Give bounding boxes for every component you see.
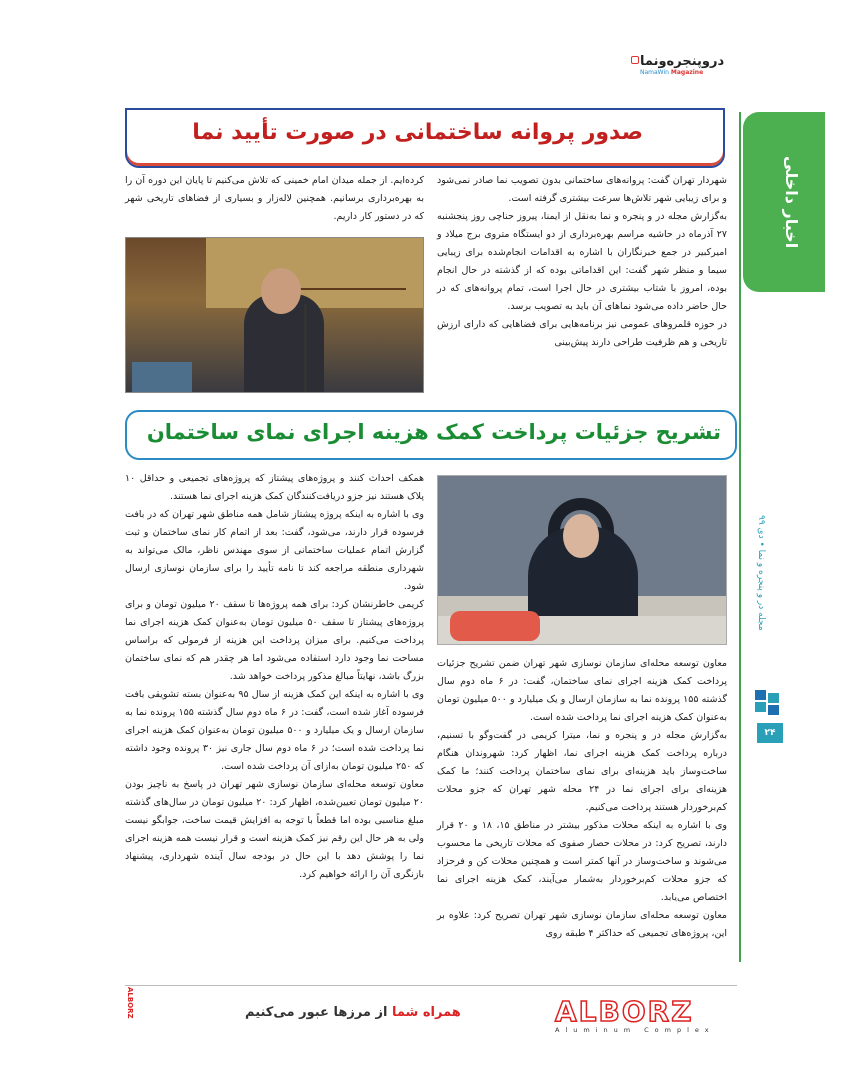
paragraph: معاون توسعه محله‌ای سازمان نوسازی شهر تهران در پاسخ به ناچیز بودن ۲۰ میلیون تومان تعیین‌شده، اظهار کرد: ۲۰ میلیون تومان در سال‌های گذشته مبلغ مناسبی بوده اما قطعاً با توجه به افزایش قیمت ساخت، جوابگو نیست ولی به هر حال این رقم نیز کمک هزینه است و قرار نیست همه هزینه اجرای نما را پوشش دهد با این حال در بودجه سال آینده شهرداری، پیشنهاد بازنگری آن را ارائه خواهیم کرد. <box>125 779 424 880</box>
brand-subtitle: NamaWin Magazine <box>640 69 704 76</box>
footer-divider <box>125 985 737 986</box>
divider <box>739 112 741 962</box>
alborz-logo <box>555 995 733 1035</box>
official-woman-photo <box>437 475 727 645</box>
mayor-speaking-photo <box>125 237 424 393</box>
footer-side-label: ALBORZ <box>126 987 134 1019</box>
logo-icon <box>631 56 639 64</box>
article2-column-right <box>437 655 727 943</box>
paragraph: در حوزه قلمروهای عمومی نیز برنامه‌هایی برای فضاهایی که دارای ارزش تاریخی و هم ظرفیت طراحی دارند پیش‌بینی <box>437 319 727 348</box>
paragraph: معاون توسعه محله‌ای سازمان نوسازی شهر تهران تصریح کرد: علاوه بر این، پروژه‌های تجمیعی که حداکثر ۴ طبقه روی <box>437 910 727 939</box>
alborz-wordmark: ALBORZ <box>555 995 694 1028</box>
paragraph: به‌گزارش مجله در و پنجره و نما به‌نقل از ایمنا، پیروز حناچی روز پنجشنبه ۲۷ آذرماه در حاشیه مراسم بهره‌برداری از دو ایستگاه متروی برج میلاد و امیرکبیر در جمع خبرنگاران با اشاره به اقدامات انجام‌شده برای زیبایی سیما و منظر شهر گفت: این اقداماتی بوده که از گذشته در حال انجام بوده، امروز با شتاب بیشتری در حال اجرا است، تمام پروانه‌های که در حال حاضر داده می‌شود نماهای آن باید به تصویب برسد. <box>437 211 727 312</box>
alborz-subtitle: Aluminum Complex <box>555 1026 715 1034</box>
paragraph: وی با اشاره به اینکه محلات مذکور بیشتر در مناطق ۱۵، ۱۸ و ۲۰ قرار دارند، تصریح کرد: در محلات حصار صفوی که محلات تاریخی ما محسوب می‌شوند و ساخت‌وساز در آنها کمتر است و همچنین محلات کن و فرحزاد که جزو محلات کم‌برخوردار به‌شمار می‌آیند، کمک هزینه اجرای نما اختصاص می‌یابد. <box>437 820 727 903</box>
paragraph: همکف احداث کنند و پروژه‌های پیشتاز که پروژه‌های تجمیعی و حداقل ۱۰ پلاک هستند نیز جزو دریافت‌کنندگان کمک هزینه اجرای نما هستند. <box>125 473 424 502</box>
window-logo-icon <box>755 690 783 716</box>
paragraph: وی با اشاره به اینکه این کمک هزینه از سال ۹۵ به‌عنوان بسته تشویقی بافت فرسوده آغاز شده است، گفت: در ۶ ماه دوم سال گذشته ۱۵۵ پرونده نما به سازمان ارسال و یک میلیارد و ۵۰۰ میلیون تومان به‌عنوان کمک هزینه اجرای نما پرداخت شده است؛ در ۶ ماه دوم سال جاری نیز ۳۰ پرونده وجود داشته که ۲۵۰ میلیون تومان به‌ازای آن پرداخت شده است. <box>125 689 424 772</box>
paragraph: کریمی خاطرنشان کرد: برای همه پروژه‌ها تا سقف ۲۰ میلیون تومان و برای پروژه‌های پیشتاز تا سقف ۵۰ میلیون تومان به‌عنوان کمک هزینه اجرای نما پرداخت می‌کنیم. برای میزان پرداخت این هزینه از فرمولی که براساس مساحت نما وجود دارد استفاده می‌شود اما هر چقدر هم که نمای ساختمان بزرگ باشد، نهایتاً مبالغ مذکور پرداخت خواهد شد. <box>125 599 425 682</box>
article1-column-left <box>125 172 424 226</box>
article1-column-right <box>437 172 727 352</box>
article2-column-left <box>125 470 424 884</box>
paragraph: شهردار تهران گفت: پروانه‌های ساختمانی بدون تصویب نما صادر نمی‌شود و برای زیبایی شهر تلاش‌ها سرعت بیشتری گرفته است. <box>437 175 727 204</box>
article1-title-box <box>125 108 725 168</box>
article2-title-box <box>125 410 737 460</box>
article1-title: صدور پروانه ساختمانی در صورت تأیید نما <box>192 120 643 145</box>
paragraph: معاون توسعه محله‌ای سازمان نوسازی شهر تهران ضمن تشریح جزئیات پرداخت کمک هزینه اجرای نمای ساختمان، گفت: در ۶ ماه دوم سال گذشته ۱۵۵ پرونده نما به سازمان ارسال و یک میلیارد و ۵۰۰ میلیون تومان به‌عنوان کمک هزینه اجرای نما پرداخت شده است. <box>437 658 728 723</box>
paragraph: به‌گزارش مجله در و پنجره و نما، میترا کریمی در گفت‌وگو با تسنیم، درباره پرداخت کمک هزینه اجرای نما، اظهار کرد: شهروندان هنگام ساخت‌وساز باید هزینه‌ای برای نمای ساختمان پرداخت کنند؛ ما کمک هزینه‌ای برای اجرای نما در ۲۴ محله شهر تهران که جزو محلات کم‌برخوردار هستند پرداخت می‌کنیم. <box>437 730 727 813</box>
section-tab-label: اخبار داخلی <box>782 155 801 249</box>
article2-title: تشریح جزئیات پرداخت کمک هزینه اجرای نمای ساختمان <box>146 420 721 444</box>
magazine-logo <box>640 54 730 76</box>
magazine-issue-info: مجله در و پنجره و نما • دی ۹۹ <box>756 515 766 631</box>
page-number: ۲۴ <box>757 723 783 743</box>
paragraph: وی با اشاره به اینکه پروژه پیشتاز شامل همه مناطق شهر تهران که در بافت فرسوده قرار دارند، می‌شود، گفت: بعد از اتمام کار نمای ساختمان و ثبت گزارش اتمام عملیات ساختمانی از سوی مهندس ناظر، مالک می‌تواند به شهرداری منطقه مراجعه کند تا نامه تأیید را برای سازمان نوسازی ارسال شود. <box>125 509 424 592</box>
paragraph: کرده‌ایم. از جمله میدان امام خمینی که تلاش می‌کنیم تا پایان این دوره آن را به بهره‌برداری برسانیم. همچنین لاله‌زار و بسیاری از فضاهای تاریخی شهر که در دستور کار داریم. <box>125 175 424 222</box>
section-tab <box>743 112 825 292</box>
brand-name: دروپنجره‌ونما <box>640 54 725 69</box>
advert-slogan: همراه شما از مرزها عبور می‌کنیم <box>245 1005 461 1020</box>
